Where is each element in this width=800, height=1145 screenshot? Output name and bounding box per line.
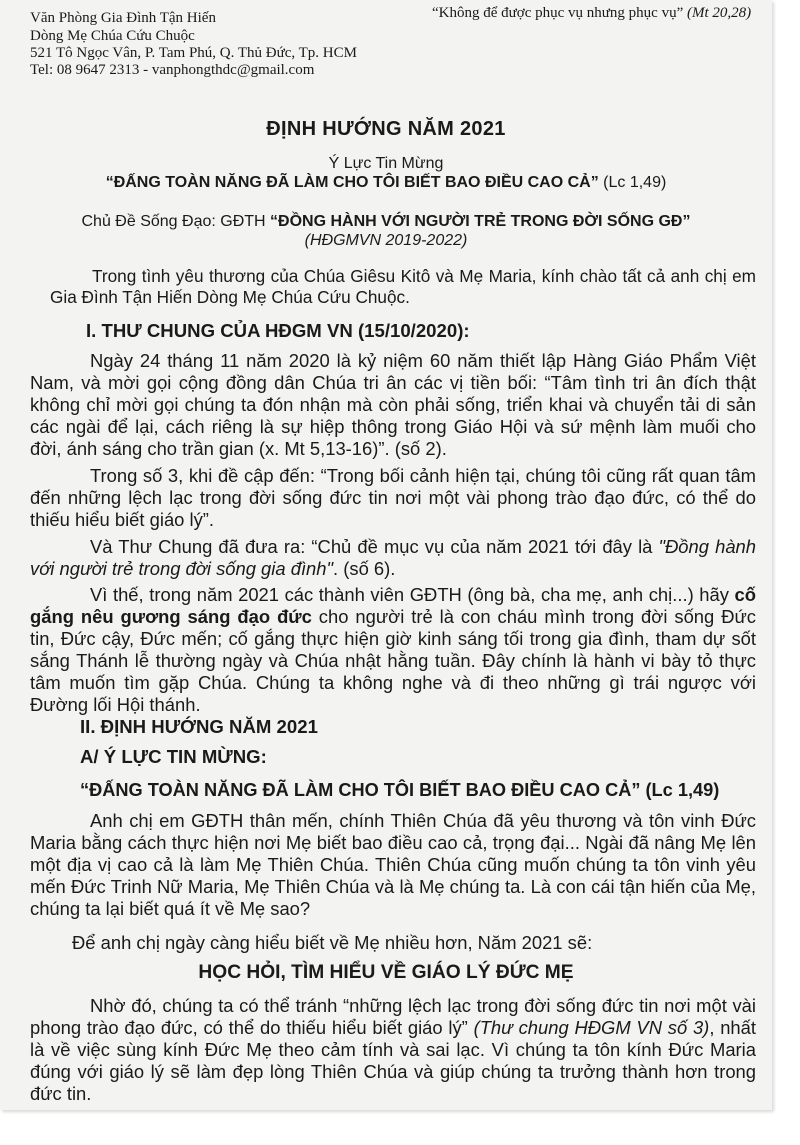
p3-text: Và Thư Chung đã đưa ra: “Chủ đề mục vụ của năm 2021 tới đây là xyxy=(90,536,659,557)
section-2-paragraph-2: Để anh chị ngày càng hiểu biết về Mẹ nhiều hơn, Năm 2021 sẽ: xyxy=(72,932,593,953)
section-2-quote: “ĐẤNG TOÀN NĂNG ĐÃ LÀM CHO TÔI BIẾT BAO ĐIỀU CAO CẢ” (Lc 1,49) xyxy=(80,780,720,800)
theme-quote-reference: (Lc 1,49) xyxy=(598,174,667,191)
p3-quote: "Đồng hành với người trẻ trong đời sống gia đình" xyxy=(30,536,757,579)
section-1-heading: I. THƯ CHUNG CỦA HĐGM VN (15/10/2020): xyxy=(86,320,470,341)
org-congregation: Dòng Mẹ Chúa Cứu Chuộc xyxy=(30,28,195,44)
section-2-heading: II. ĐỊNH HƯỚNG NĂM 2021 xyxy=(80,716,318,737)
section-1-paragraph-4 xyxy=(30,584,756,716)
section-2a-heading: A/ Ý LỰC TIN MỪNG: xyxy=(80,746,267,767)
p3-ref: . (số 6). xyxy=(333,558,396,579)
section-1-paragraph-3 xyxy=(30,536,756,580)
section-1-paragraph-2: Trong số 3, khi đề cập đến: “Trong bối cảnh hiện tại, chúng tôi cũng rất quan tâm đến những lệch lạc trong đời sống đức tin nơi một vài phong trào đạo đức, có thể do thiếu hiểu biết giáo lý”. xyxy=(30,465,756,530)
p-final-text: Nhờ đó, chúng ta có thể tránh “những lệch lạc trong đời sống đức tin nơi một vài phong trào đạo đức, có thể do thiếu hiểu biết giáo lý” xyxy=(30,995,756,1038)
section-2-paragraph-3 xyxy=(30,995,756,1105)
org-name: Văn Phòng Gia Đình Tận Hiến xyxy=(30,10,216,26)
p-final-citation: (Thư chung HĐGM VN số 3) xyxy=(473,1017,710,1038)
p-final-text-end: , nhất là về việc sùng kính Đức Mẹ theo cảm tính và sai lạc. Vì chúng ta tôn kính Đức Maria đúng với giáo lý sẽ làm đẹp lòng Thiên Chúa và giúp chúng ta trưởng thành hơn trong đức tin. xyxy=(30,1017,756,1104)
section-1-paragraph-1: Ngày 24 tháng 11 năm 2020 là kỷ niệm 60 năm thiết lập Hàng Giáo Phẩm Việt Nam, và mời gọi cộng đồng dân Chúa tri ân các vị tiền bối: “Tâm tình tri ân đích thật không chỉ mời gọi chúng ta đón nhận mà còn phải sống, triển khai và chuyển tải di sản các ngài để lại, cách riêng là sự hiệp thông trong Giáo Hội và sứ mệnh làm muối cho đời, ánh sáng cho trần gian (x. Mt 5,13-16)”. (số 2). xyxy=(30,350,756,459)
theme-label: Ý Lực Tin Mừng xyxy=(328,155,444,172)
subject-title: “ĐỒNG HÀNH VỚI NGƯỜI TRẺ TRONG ĐỜI SỐNG GĐ” xyxy=(270,213,691,230)
page-title: ĐỊNH HƯỚNG NĂM 2021 xyxy=(266,118,506,140)
p4-emphasis: cố gắng nêu gương sáng đạo đức xyxy=(30,584,756,627)
theme-quote-text: “ĐẤNG TOÀN NĂNG ĐÃ LÀM CHO TÔI BIẾT BAO ĐIỀU CAO CẢ” xyxy=(105,174,599,191)
p4-text-end: cho người trẻ là con cháu mình trong đời sống Đức tin, Đức cậy, Đức mến; cố gắng thực hiện giờ kinh sáng tối trong gia đình, tham dự sốt sắng Thánh lễ thường ngày và Chúa nhật hằng tuần. Đây chính là hành vi bày tỏ thực tâm muốn tìm gặp Chúa. Chúng ta không nghe và đi theo những gì trái ngược với Đường lối Hội thánh. xyxy=(30,606,756,715)
focus-heading: HỌC HỎI, TÌM HIỂU VỀ GIÁO LÝ ĐỨC MẸ xyxy=(198,962,574,983)
subject-line xyxy=(0,213,772,231)
p4-text-start: Vì thế, trong năm 2021 các thành viên GĐTH (ông bà, cha mẹ, anh chị...) hãy xyxy=(90,584,735,605)
subject-prefix: Chủ Đề Sống Đạo: GĐTH xyxy=(81,213,271,230)
theme-quote xyxy=(0,174,772,192)
greeting-paragraph: Trong tình yêu thương của Chúa Giêsu Kitô và Mẹ Maria, kính chào tất cả anh chị em Gia Đình Tận Hiến Dòng Mẹ Chúa Cứu Chuộc. xyxy=(50,266,756,307)
header-motto xyxy=(432,5,751,22)
subject-source: (HĐGMVN 2019-2022) xyxy=(304,232,468,249)
org-contact: Tel: 08 9647 2313 - vanphongthdc@gmail.com xyxy=(30,62,315,78)
motto-text: “Không để được phục vụ nhưng phục vụ” xyxy=(432,5,684,21)
section-2-paragraph-1: Anh chị em GĐTH thân mến, chính Thiên Chúa đã yêu thương và tôn vinh Đức Maria bằng cách thực hiện nơi Mẹ biết bao điều cao cả, trọng đại... Ngài đã nâng Mẹ lên một địa vị cao cả là làm Mẹ Thiên Chúa. Thiên Chúa cũng muốn chúng ta tôn vinh yêu mến Đức Trinh Nữ Maria, Mẹ Thiên Chúa và là Mẹ chúng ta. Là con cái tận hiến của Mẹ, chúng ta lại biết quá ít về Mẹ sao? xyxy=(30,810,756,919)
org-address: 521 Tô Ngọc Vân, P. Tam Phú, Q. Thủ Đức, Tp. HCM xyxy=(30,45,357,61)
motto-reference: (Mt 20,28) xyxy=(686,5,752,21)
